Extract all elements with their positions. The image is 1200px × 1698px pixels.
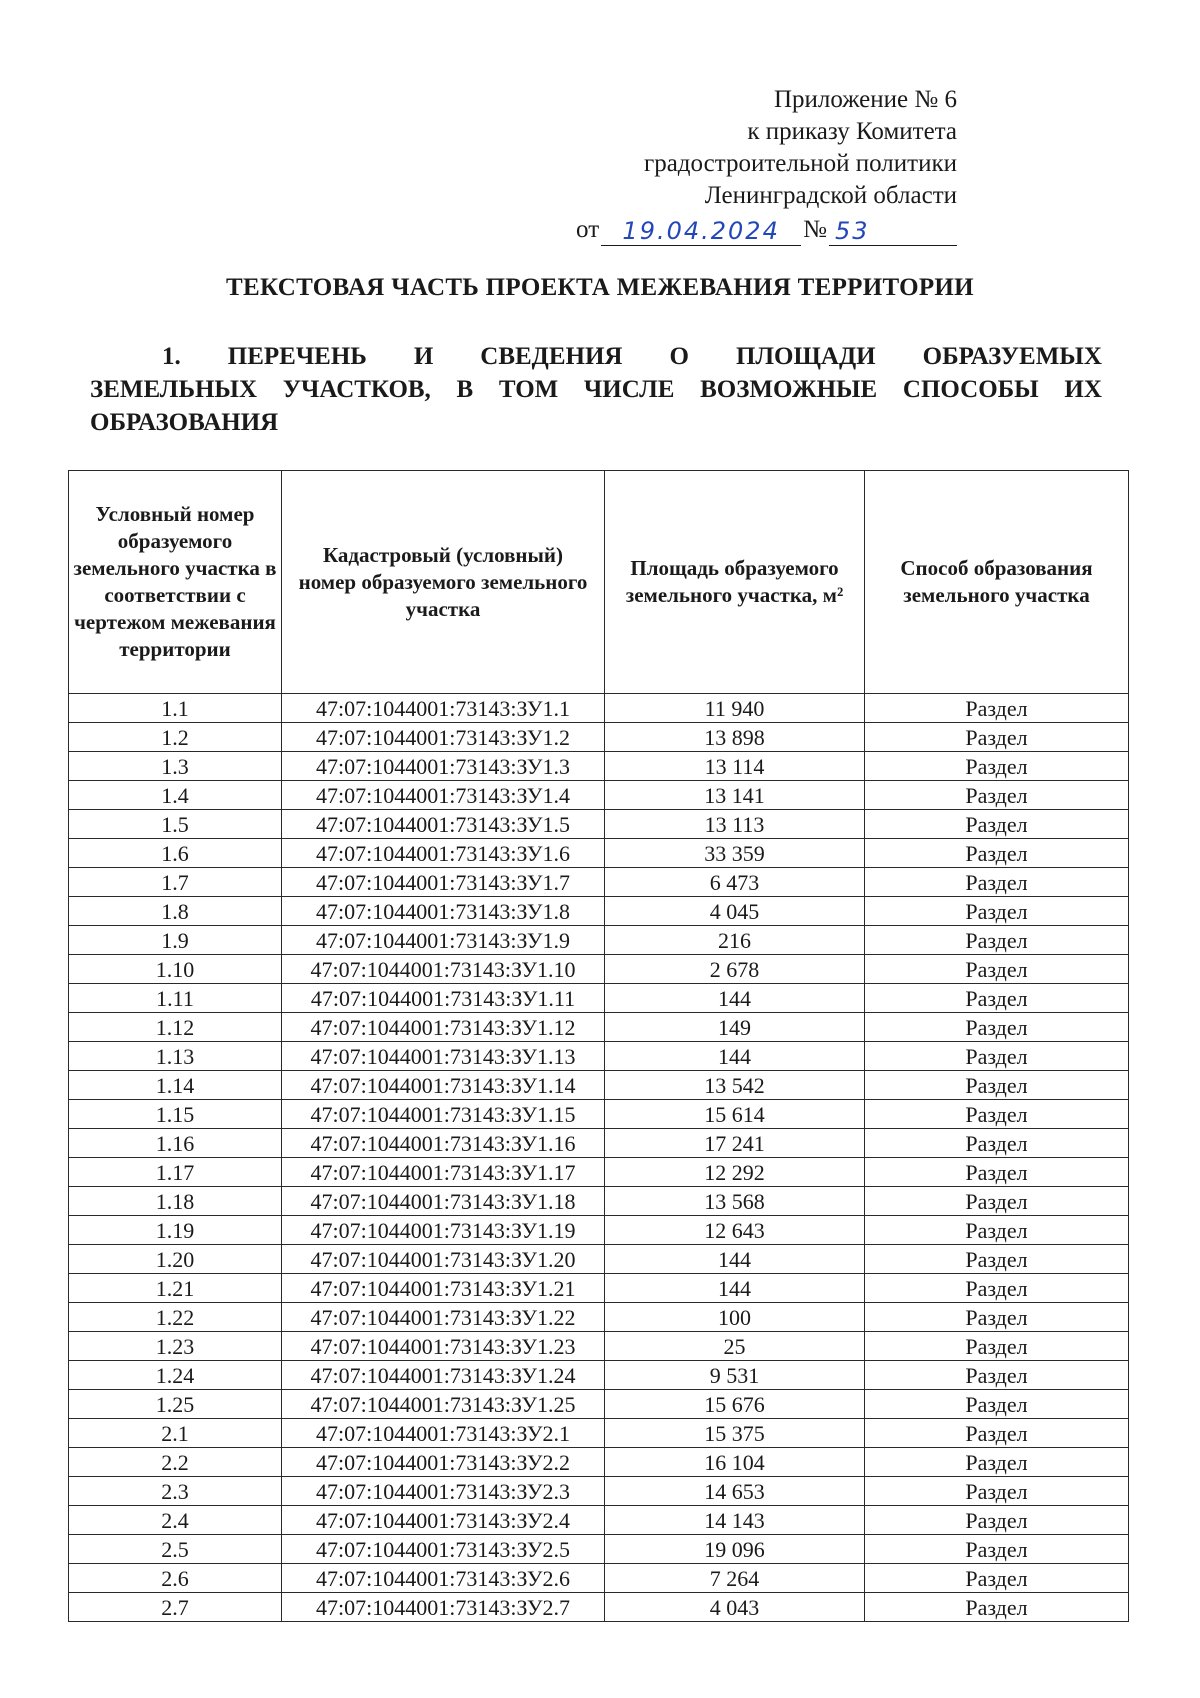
heading-word: ТОМ xyxy=(498,376,559,403)
cell-area: 100 xyxy=(605,1303,865,1332)
cell-area: 15 375 xyxy=(605,1419,865,1448)
cell-cadastral-number: 47:07:1044001:73143:ЗУ1.24 xyxy=(282,1361,605,1390)
heading-word: И xyxy=(413,343,434,370)
heading-word: ЧИСЛЕ xyxy=(583,376,675,403)
cell-cadastral-number: 47:07:1044001:73143:ЗУ1.7 xyxy=(282,868,605,897)
cell-cadastral-number: 47:07:1044001:73143:ЗУ1.18 xyxy=(282,1187,605,1216)
cell-area: 144 xyxy=(605,1245,865,1274)
cell-conditional-number: 1.2 xyxy=(69,723,282,752)
table-row xyxy=(69,752,1129,781)
heading-word: ОБРАЗУЕМЫХ xyxy=(922,343,1102,370)
table-row xyxy=(69,1100,1129,1129)
heading-word: О xyxy=(669,343,689,370)
cell-area: 13 568 xyxy=(605,1187,865,1216)
heading-word: ЗЕМЕЛЬНЫХ xyxy=(90,376,258,403)
cell-area: 149 xyxy=(605,1013,865,1042)
cell-formation-method: Раздел xyxy=(865,926,1129,955)
cell-area: 16 104 xyxy=(605,1448,865,1477)
cell-area: 144 xyxy=(605,984,865,1013)
cell-area: 7 264 xyxy=(605,1564,865,1593)
cell-cadastral-number: 47:07:1044001:73143:ЗУ1.8 xyxy=(282,897,605,926)
table-row xyxy=(69,1332,1129,1361)
cell-cadastral-number: 47:07:1044001:73143:ЗУ1.3 xyxy=(282,752,605,781)
cell-formation-method: Раздел xyxy=(865,1129,1129,1158)
header-cadastral-number: Кадастровый (условный) номер образуемого земельного участка xyxy=(282,471,605,694)
cell-conditional-number: 1.19 xyxy=(69,1216,282,1245)
cell-formation-method: Раздел xyxy=(865,1361,1129,1390)
cell-formation-method: Раздел xyxy=(865,868,1129,897)
cell-cadastral-number: 47:07:1044001:73143:ЗУ1.12 xyxy=(282,1013,605,1042)
cell-formation-method: Раздел xyxy=(865,1332,1129,1361)
from-label: от xyxy=(576,216,600,243)
cell-area: 33 359 xyxy=(605,839,865,868)
document-title: ТЕКСТОВАЯ ЧАСТЬ ПРОЕКТА МЕЖЕВАНИЯ ТЕРРИТОРИИ xyxy=(226,274,974,301)
cell-formation-method: Раздел xyxy=(865,1100,1129,1129)
cell-formation-method: Раздел xyxy=(865,984,1129,1013)
handwritten-number: 53 xyxy=(829,217,957,246)
heading-word: ПЛОЩАДИ xyxy=(735,343,876,370)
cell-area: 4 045 xyxy=(605,897,865,926)
cell-area: 6 473 xyxy=(605,868,865,897)
cell-cadastral-number: 47:07:1044001:73143:ЗУ2.1 xyxy=(282,1419,605,1448)
appendix-header xyxy=(576,84,957,246)
cell-conditional-number: 2.7 xyxy=(69,1593,282,1622)
cell-conditional-number: 2.2 xyxy=(69,1448,282,1477)
cell-formation-method: Раздел xyxy=(865,723,1129,752)
cell-area: 2 678 xyxy=(605,955,865,984)
cell-formation-method: Раздел xyxy=(865,1187,1129,1216)
cell-cadastral-number: 47:07:1044001:73143:ЗУ1.1 xyxy=(282,694,605,723)
cell-cadastral-number: 47:07:1044001:73143:ЗУ1.11 xyxy=(282,984,605,1013)
table-row xyxy=(69,1448,1129,1477)
cell-formation-method: Раздел xyxy=(865,1245,1129,1274)
cell-formation-method: Раздел xyxy=(865,1390,1129,1419)
heading-word: 1. xyxy=(162,343,181,370)
appendix-order-ref: к приказу Комитета xyxy=(747,118,957,145)
cell-area: 11 940 xyxy=(605,694,865,723)
cell-area: 17 241 xyxy=(605,1129,865,1158)
table-row xyxy=(69,1303,1129,1332)
cell-formation-method: Раздел xyxy=(865,1042,1129,1071)
cell-formation-method: Раздел xyxy=(865,955,1129,984)
cell-area: 9 531 xyxy=(605,1361,865,1390)
cell-formation-method: Раздел xyxy=(865,1477,1129,1506)
table-row xyxy=(69,810,1129,839)
cell-formation-method: Раздел xyxy=(865,1303,1129,1332)
cell-conditional-number: 2.1 xyxy=(69,1419,282,1448)
cell-cadastral-number: 47:07:1044001:73143:ЗУ1.4 xyxy=(282,781,605,810)
cell-conditional-number: 1.1 xyxy=(69,694,282,723)
table-row xyxy=(69,1274,1129,1303)
cell-area: 13 898 xyxy=(605,723,865,752)
table-row xyxy=(69,1071,1129,1100)
cell-conditional-number: 1.15 xyxy=(69,1100,282,1129)
table-row xyxy=(69,897,1129,926)
table-row xyxy=(69,1042,1129,1071)
cell-conditional-number: 1.8 xyxy=(69,897,282,926)
table-body xyxy=(69,694,1129,1622)
table-row xyxy=(69,1419,1129,1448)
section-heading-line-2 xyxy=(90,373,1102,406)
cell-conditional-number: 1.25 xyxy=(69,1390,282,1419)
cell-conditional-number: 1.18 xyxy=(69,1187,282,1216)
cell-area: 144 xyxy=(605,1042,865,1071)
cell-conditional-number: 1.20 xyxy=(69,1245,282,1274)
cell-conditional-number: 1.7 xyxy=(69,868,282,897)
cell-cadastral-number: 47:07:1044001:73143:ЗУ2.7 xyxy=(282,1593,605,1622)
cell-cadastral-number: 47:07:1044001:73143:ЗУ1.19 xyxy=(282,1216,605,1245)
cell-conditional-number: 1.5 xyxy=(69,810,282,839)
cell-formation-method: Раздел xyxy=(865,839,1129,868)
cell-conditional-number: 2.3 xyxy=(69,1477,282,1506)
cell-conditional-number: 1.10 xyxy=(69,955,282,984)
cell-conditional-number: 1.21 xyxy=(69,1274,282,1303)
cell-cadastral-number: 47:07:1044001:73143:ЗУ1.2 xyxy=(282,723,605,752)
cell-conditional-number: 1.11 xyxy=(69,984,282,1013)
cell-formation-method: Раздел xyxy=(865,1564,1129,1593)
cell-cadastral-number: 47:07:1044001:73143:ЗУ1.10 xyxy=(282,955,605,984)
cell-cadastral-number: 47:07:1044001:73143:ЗУ2.4 xyxy=(282,1506,605,1535)
cell-area: 19 096 xyxy=(605,1535,865,1564)
cell-conditional-number: 1.17 xyxy=(69,1158,282,1187)
cell-formation-method: Раздел xyxy=(865,694,1129,723)
table-row xyxy=(69,1158,1129,1187)
table-row xyxy=(69,839,1129,868)
cell-cadastral-number: 47:07:1044001:73143:ЗУ1.15 xyxy=(282,1100,605,1129)
table-row xyxy=(69,723,1129,752)
cell-formation-method: Раздел xyxy=(865,1013,1129,1042)
cell-area: 12 292 xyxy=(605,1158,865,1187)
cell-formation-method: Раздел xyxy=(865,1593,1129,1622)
cell-area: 13 114 xyxy=(605,752,865,781)
table-row xyxy=(69,984,1129,1013)
handwritten-date: 19.04.2024 xyxy=(601,217,801,246)
cell-cadastral-number: 47:07:1044001:73143:ЗУ1.22 xyxy=(282,1303,605,1332)
cell-conditional-number: 1.14 xyxy=(69,1071,282,1100)
cell-area: 13 141 xyxy=(605,781,865,810)
cell-cadastral-number: 47:07:1044001:73143:ЗУ1.5 xyxy=(282,810,605,839)
cell-cadastral-number: 47:07:1044001:73143:ЗУ1.13 xyxy=(282,1042,605,1071)
cell-cadastral-number: 47:07:1044001:73143:ЗУ1.21 xyxy=(282,1274,605,1303)
cell-conditional-number: 1.6 xyxy=(69,839,282,868)
cell-conditional-number: 2.6 xyxy=(69,1564,282,1593)
heading-word: ПЕРЕЧЕНЬ xyxy=(227,343,367,370)
header-conditional-number: Условный номер образуемого земельного участка в соответствии с чертежом межевания территории xyxy=(69,471,282,694)
table-row xyxy=(69,1564,1129,1593)
heading-word: ВОЗМОЖНЫЕ xyxy=(700,376,878,403)
cell-conditional-number: 1.24 xyxy=(69,1361,282,1390)
cell-formation-method: Раздел xyxy=(865,1506,1129,1535)
cell-formation-method: Раздел xyxy=(865,752,1129,781)
table-row xyxy=(69,1245,1129,1274)
cell-cadastral-number: 47:07:1044001:73143:ЗУ1.6 xyxy=(282,839,605,868)
cell-conditional-number: 1.12 xyxy=(69,1013,282,1042)
cell-cadastral-number: 47:07:1044001:73143:ЗУ1.9 xyxy=(282,926,605,955)
cell-area: 25 xyxy=(605,1332,865,1361)
heading-word: СПОСОБЫ xyxy=(902,376,1039,403)
cell-cadastral-number: 47:07:1044001:73143:ЗУ2.5 xyxy=(282,1535,605,1564)
table-row xyxy=(69,868,1129,897)
table-row xyxy=(69,1013,1129,1042)
section-heading xyxy=(90,340,1102,439)
table-row xyxy=(69,1216,1129,1245)
cell-area: 14 143 xyxy=(605,1506,865,1535)
header-formation-method: Способ образования земельного участка xyxy=(865,471,1129,694)
table-row xyxy=(69,694,1129,723)
table-row xyxy=(69,1129,1129,1158)
cell-cadastral-number: 47:07:1044001:73143:ЗУ2.6 xyxy=(282,1564,605,1593)
cell-cadastral-number: 47:07:1044001:73143:ЗУ2.2 xyxy=(282,1448,605,1477)
cell-formation-method: Раздел xyxy=(865,1448,1129,1477)
section-heading-line-3: ОБРАЗОВАНИЯ xyxy=(90,409,279,436)
cell-conditional-number: 1.4 xyxy=(69,781,282,810)
cell-formation-method: Раздел xyxy=(865,1158,1129,1187)
table-row xyxy=(69,926,1129,955)
cell-formation-method: Раздел xyxy=(865,1419,1129,1448)
cell-area: 13 113 xyxy=(605,810,865,839)
heading-word: СВЕДЕНИЯ xyxy=(480,343,623,370)
cell-formation-method: Раздел xyxy=(865,1071,1129,1100)
cell-conditional-number: 1.22 xyxy=(69,1303,282,1332)
table-header-row xyxy=(69,471,1129,694)
cell-conditional-number: 1.23 xyxy=(69,1332,282,1361)
heading-word: В xyxy=(456,376,474,403)
appendix-number: Приложение № 6 xyxy=(773,86,957,113)
cell-formation-method: Раздел xyxy=(865,781,1129,810)
cell-area: 13 542 xyxy=(605,1071,865,1100)
cell-formation-method: Раздел xyxy=(865,810,1129,839)
cell-area: 15 614 xyxy=(605,1100,865,1129)
cell-conditional-number: 1.13 xyxy=(69,1042,282,1071)
header-area: Площадь образуемого земельного участка, м² xyxy=(605,471,865,694)
table-row xyxy=(69,1390,1129,1419)
cell-formation-method: Раздел xyxy=(865,897,1129,926)
cell-formation-method: Раздел xyxy=(865,1535,1129,1564)
cell-area: 216 xyxy=(605,926,865,955)
cell-cadastral-number: 47:07:1044001:73143:ЗУ1.14 xyxy=(282,1071,605,1100)
order-date-line xyxy=(576,212,957,246)
cell-cadastral-number: 47:07:1044001:73143:ЗУ1.20 xyxy=(282,1245,605,1274)
table-row xyxy=(69,955,1129,984)
appendix-region: Ленинградской области xyxy=(704,182,957,209)
cell-area: 4 043 xyxy=(605,1593,865,1622)
cell-conditional-number: 2.4 xyxy=(69,1506,282,1535)
cell-cadastral-number: 47:07:1044001:73143:ЗУ1.17 xyxy=(282,1158,605,1187)
cell-cadastral-number: 47:07:1044001:73143:ЗУ2.3 xyxy=(282,1477,605,1506)
cell-area: 14 653 xyxy=(605,1477,865,1506)
heading-word: УЧАСТКОВ, xyxy=(282,376,431,403)
section-heading-line-1 xyxy=(90,340,1102,373)
table-row xyxy=(69,1535,1129,1564)
cell-conditional-number: 1.3 xyxy=(69,752,282,781)
number-label: № xyxy=(803,216,827,243)
cell-conditional-number: 2.5 xyxy=(69,1535,282,1564)
cell-area: 12 643 xyxy=(605,1216,865,1245)
cell-area: 144 xyxy=(605,1274,865,1303)
cell-cadastral-number: 47:07:1044001:73143:ЗУ1.16 xyxy=(282,1129,605,1158)
table-row xyxy=(69,1477,1129,1506)
cell-conditional-number: 1.9 xyxy=(69,926,282,955)
heading-word: ИХ xyxy=(1064,376,1102,403)
cell-formation-method: Раздел xyxy=(865,1216,1129,1245)
table-row xyxy=(69,1361,1129,1390)
cell-cadastral-number: 47:07:1044001:73143:ЗУ1.23 xyxy=(282,1332,605,1361)
appendix-committee: градостроительной политики xyxy=(643,150,957,177)
table-row xyxy=(69,781,1129,810)
cell-conditional-number: 1.16 xyxy=(69,1129,282,1158)
cell-cadastral-number: 47:07:1044001:73143:ЗУ1.25 xyxy=(282,1390,605,1419)
cell-area: 15 676 xyxy=(605,1390,865,1419)
land-plots-table xyxy=(68,470,1129,1622)
cell-formation-method: Раздел xyxy=(865,1274,1129,1303)
table-row xyxy=(69,1593,1129,1622)
table-row xyxy=(69,1506,1129,1535)
table-row xyxy=(69,1187,1129,1216)
